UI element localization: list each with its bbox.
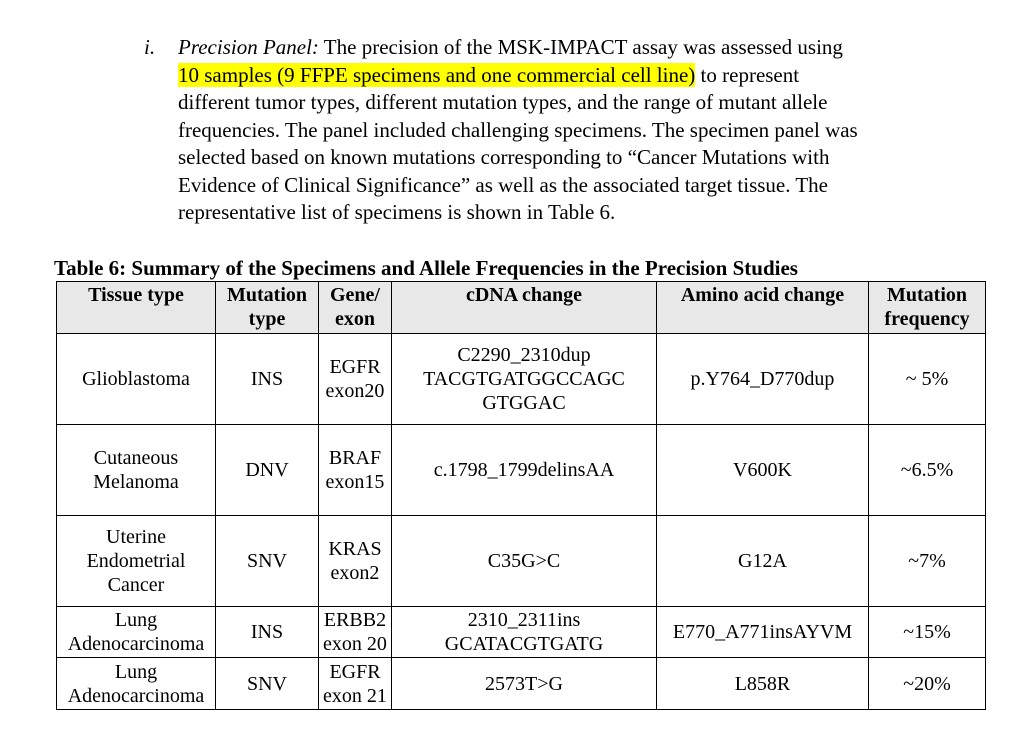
cell-text: Lung — [114, 660, 158, 683]
cell-text: ERBB2 — [323, 609, 387, 631]
header-text: type — [248, 308, 286, 330]
cell-text: Cancer — [107, 574, 165, 596]
cell-amino-acid-change: E770_A771insAYVM — [657, 607, 869, 658]
header-text: Amino acid change — [680, 284, 845, 306]
cell-gene-exon — [319, 607, 392, 658]
table-row — [57, 658, 986, 710]
cell-mutation-type: INS — [216, 607, 319, 658]
specimen-table — [56, 281, 986, 710]
cell-mutation-type: SNV — [216, 658, 319, 710]
cell-mutation-frequency: ~6.5% — [869, 425, 986, 516]
cell-gene-exon — [319, 516, 392, 607]
cell-text: exon15 — [325, 471, 385, 493]
cell-text: GCATACGTGATG — [444, 633, 604, 655]
table-row — [57, 425, 986, 516]
cell-text: exon 21 — [323, 684, 387, 707]
cell-text: C35G>C — [487, 550, 561, 572]
cell-amino-acid-change: G12A — [657, 516, 869, 607]
cell-cdna-change — [392, 658, 657, 710]
header-mutation-type — [216, 282, 319, 334]
paragraph-line-4: frequencies. The panel included challenging specimens. The specimen panel was — [178, 117, 858, 142]
cell-tissue-type — [57, 334, 216, 425]
header-amino-acid-change — [657, 282, 869, 334]
header-text: Mutation — [887, 284, 967, 306]
cell-text: EGFR — [329, 660, 381, 683]
cell-text: Cutaneous — [93, 447, 179, 469]
cell-gene-exon — [319, 425, 392, 516]
cell-text: 2573T>G — [485, 672, 563, 695]
paragraph-line-2-text: to represent — [695, 62, 800, 87]
table-row — [57, 516, 986, 607]
precision-panel-paragraph — [178, 34, 978, 227]
paragraph-line-6: Evidence of Clinical Significance” as well as the associated target tissue. The — [178, 172, 829, 197]
cell-cdna-change — [392, 425, 657, 516]
cell-text: EGFR — [329, 356, 381, 378]
paragraph-line-7: representative list of specimens is shown in Table 6. — [178, 200, 616, 224]
cell-amino-acid-change: L858R — [657, 658, 869, 710]
cell-text: C2290_2310dup — [457, 344, 591, 366]
cell-text: 2310_2311ins — [467, 609, 581, 631]
cell-text: GTGGAC — [482, 392, 566, 414]
cell-mutation-frequency: ~15% — [869, 607, 986, 658]
cell-amino-acid-change: p.Y764_D770dup — [657, 334, 869, 425]
cell-mutation-frequency: ~ 5% — [869, 334, 986, 425]
cell-text: Endometrial — [86, 550, 186, 572]
table-row — [57, 607, 986, 658]
cell-amino-acid-change: V600K — [657, 425, 869, 516]
header-text: Mutation — [227, 284, 307, 306]
table-header-row — [57, 282, 986, 334]
cell-text: TACGTGATGGCCAGC — [423, 368, 625, 390]
cell-tissue-type — [57, 607, 216, 658]
cell-text: Lung — [114, 609, 158, 631]
cell-text: exon2 — [330, 562, 380, 584]
cell-text: Adenocarcinoma — [67, 684, 205, 707]
cell-tissue-type — [57, 516, 216, 607]
cell-text: Glioblastoma — [82, 368, 190, 390]
cell-text: exon 20 — [323, 633, 387, 655]
table-row — [57, 334, 986, 425]
cell-mutation-frequency: ~7% — [869, 516, 986, 607]
cell-text: BRAF — [328, 447, 382, 469]
cell-cdna-change — [392, 516, 657, 607]
cell-tissue-type — [57, 425, 216, 516]
paragraph-line-5: selected based on known mutations corresponding to “Cancer Mutations with — [178, 145, 830, 169]
cell-text: Melanoma — [93, 471, 179, 493]
section-title: Precision Panel: — [178, 35, 319, 59]
cell-mutation-type: DNV — [216, 425, 319, 516]
cell-mutation-type: INS — [216, 334, 319, 425]
cell-text: exon20 — [325, 380, 385, 402]
cell-text: c.1798_1799delinsAA — [433, 459, 615, 481]
header-text: Gene/ — [330, 284, 380, 306]
header-tissue-type — [57, 282, 216, 334]
paragraph-line-1-text: The precision of the MSK-IMPACT assay was assessed using — [318, 35, 843, 59]
cell-cdna-change — [392, 607, 657, 658]
header-text: cDNA change — [465, 284, 583, 306]
header-mutation-frequency — [869, 282, 986, 334]
table-caption: Table 6: Summary of the Specimens and Allele Frequencies in the Precision Studies — [54, 256, 798, 280]
paragraph-line-2 — [178, 62, 978, 90]
cell-gene-exon — [319, 334, 392, 425]
cell-text: KRAS — [328, 538, 382, 560]
cell-mutation-type: SNV — [216, 516, 319, 607]
header-gene-exon — [319, 282, 392, 334]
paragraph-line-1 — [178, 34, 978, 62]
cell-cdna-change — [392, 334, 657, 425]
cell-tissue-type — [57, 658, 216, 710]
header-text: Tissue type — [88, 284, 184, 306]
cell-text: Uterine — [106, 526, 166, 548]
cell-gene-exon — [319, 658, 392, 710]
cell-mutation-frequency: ~20% — [869, 658, 986, 710]
list-marker: i. — [144, 35, 156, 59]
highlighted-sample-count: 10 samples (9 FFPE specimens and one commercial cell line) — [178, 62, 696, 87]
header-cdna-change — [392, 282, 657, 334]
header-text: frequency — [884, 308, 970, 330]
header-text: exon — [335, 308, 375, 330]
paragraph-line-3: different tumor types, different mutation types, and the range of mutant allele — [178, 90, 828, 114]
cell-text: Adenocarcinoma — [67, 633, 205, 655]
